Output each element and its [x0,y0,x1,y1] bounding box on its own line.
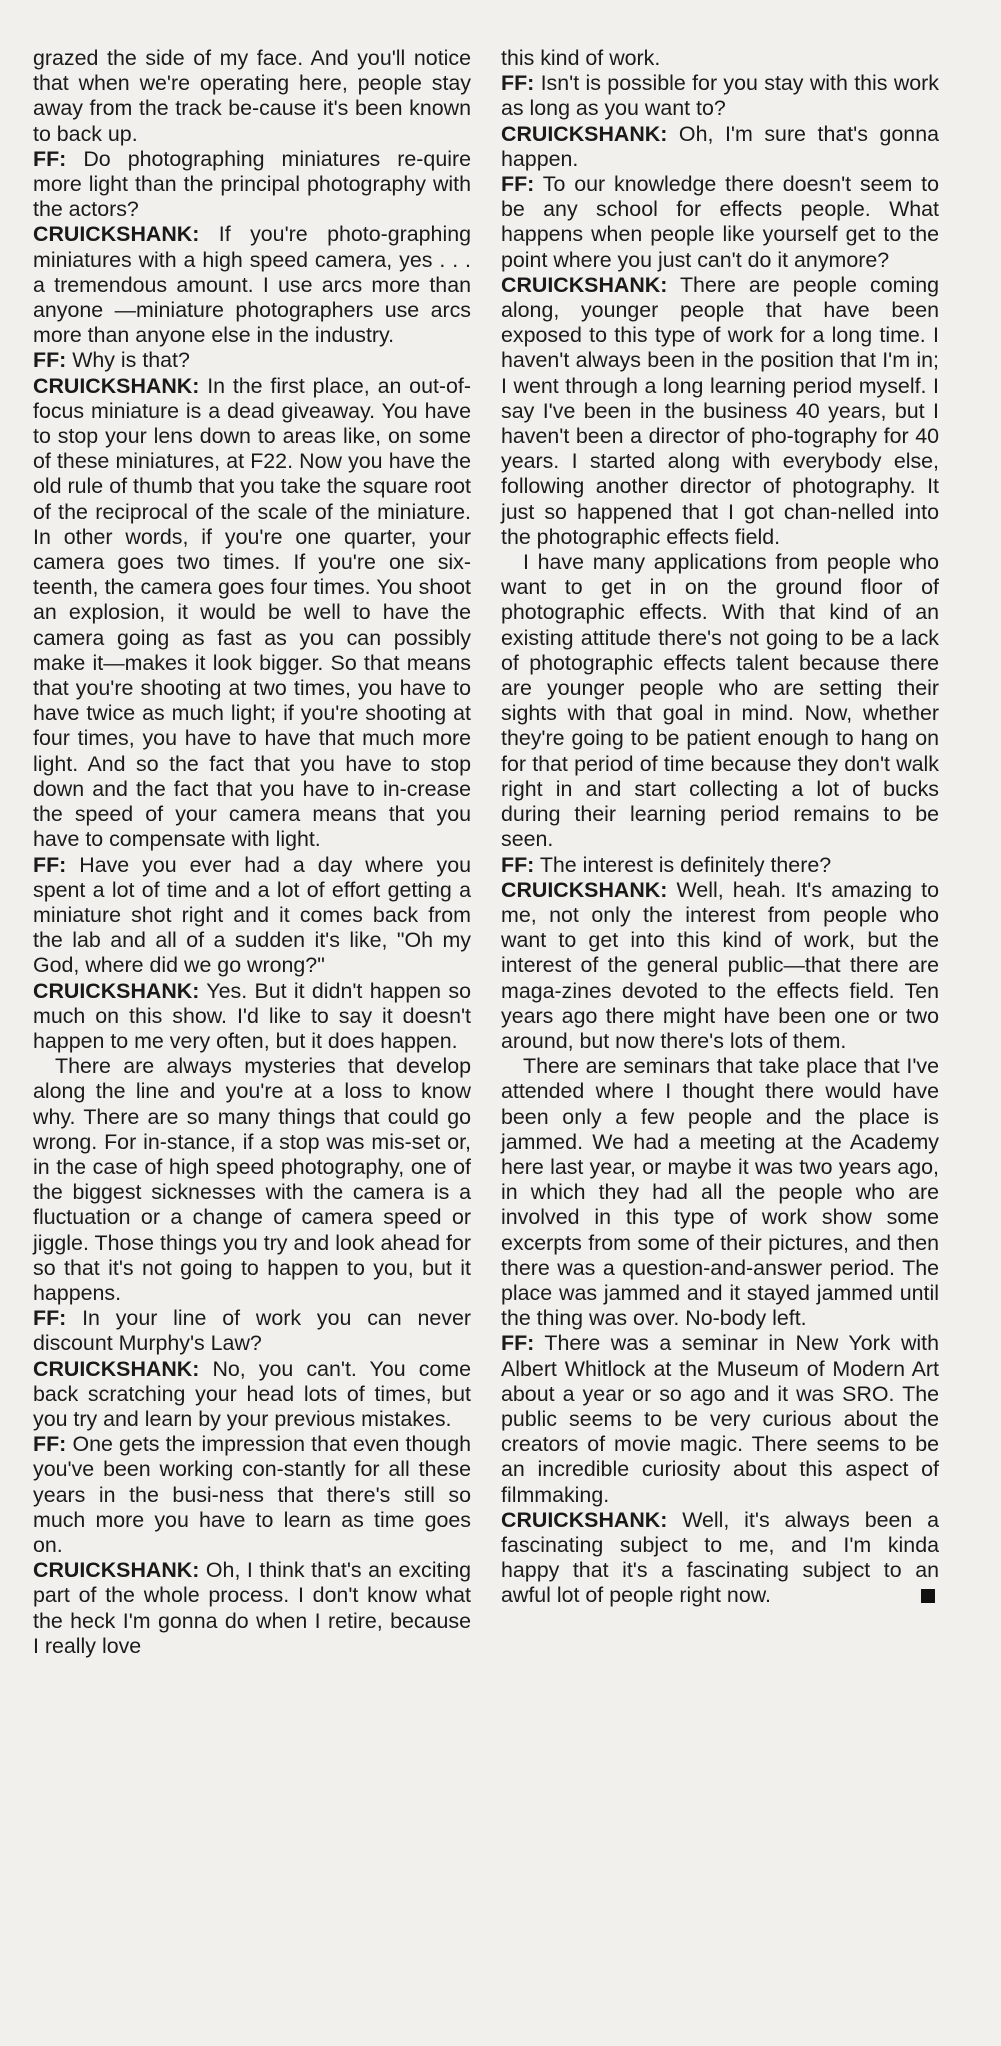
speaker-label: FF: [33,1306,67,1331]
paragraph [501,172,939,273]
speaker-label: CRUICKSHANK: [501,877,668,902]
paragraph-text: The interest is definitely there? [534,852,832,877]
right-column [501,46,939,2046]
paragraph-text: To our knowledge there doesn't seem to be any school for effects people. What happens when people like yourself get to the point where you just can't do it anymore? [501,172,939,272]
speaker-label: FF: [501,71,535,96]
paragraph [501,71,939,121]
speaker-label: FF: [33,146,67,171]
paragraph [501,550,939,852]
speaker-label: CRUICKSHANK: [33,1356,200,1381]
paragraph [33,1306,471,1356]
paragraph [33,1054,471,1306]
paragraph [501,46,939,71]
paragraph-text: One gets the impression that even though you've been working con-stantly for all these years in the busi-ness that there's still so much more you have to learn as time goes on. [33,1432,471,1557]
paragraph-text: There was a seminar in New York with Albert Whitlock at the Museum of Modern Art about a year or so ago and it was SRO. The public seems to be very curious about the creators of movie magic. There seems to be an incredible curiosity about this aspect of filmmaking. [501,1331,939,1507]
paragraph-text: Do photographing miniatures re-quire more light than the principal photography with the actors? [33,146,471,222]
paragraph-text: Oh, I think that's an exciting part of the whole process. I don't know what the heck I'm gonna do when I retire, because I really love [33,1558,471,1658]
paragraph [501,122,939,172]
paragraph-text: If you're photo-graphing miniatures with a high speed camera, yes . . . a tremendous amount. I use arcs more than anyone —miniature photographers use arcs more than anyone else in the industry. [33,222,471,348]
speaker-label: CRUICKSHANK: [501,272,668,297]
paragraph [33,1558,471,1659]
paragraph [501,1054,939,1331]
paragraph [501,878,939,1054]
paragraph [33,374,471,853]
paragraph-text: Oh, I'm sure that's gonna happen. [501,121,939,171]
paragraph-text: There are always mysteries that develop along the line and you're at a loss to know why. There are so many things that could go wrong. For in-stance, if a stop was mis-set or, in the case of high speed photography, one of the biggest sicknesses with the camera is a fluctuation or a change of camera speed or jiggle. Those things you try and look ahead for so that it's not going to happen to you, but it happens. [33,1054,471,1305]
speaker-label: CRUICKSHANK: [501,121,668,146]
paragraph-text: Isn't is possible for you stay with this work as long as you want to? [501,71,939,121]
paragraph-text: There are people coming along, younger people that have been exposed to this type of work for a long time. I haven't always been in the position that I'm in; I went through a long learning period myself. I say I've been in the business 40 years, but I haven't been a director of pho-tography for 40 years. I started along with everybody else, following another director of photography. It just so happened that I got chan-nelled into the photographic effects field. [501,272,939,549]
paragraph [33,1357,471,1433]
paragraph [501,1331,939,1507]
speaker-label: FF: [501,852,535,877]
paragraph-text: In the first place, an out-of-focus miniature is a dead giveaway. You have to stop your lens down to areas like, on some of these miniatures, at F22. Now you have the old rule of thumb that you take the square root of the reciprocal of the scale of the miniature. In other words, if you're one quarter, your camera goes two times. If you're one six-teenth, the camera goes four times. You shoot an explosion, it would be well to have the camera going as fast as you can possibly make it—makes it look bigger. So that means that you're shooting at two times, you have to have twice as much light; if you're shooting at four times, you have to have that much more light. And so the fact that you have to stop down and the fact that you have to in-crease the speed of your camera means that you have to compensate with light. [33,373,471,852]
paragraph-text: Well, heah. It's amazing to me, not only the interest from people who want to get into this kind of work, but the interest of the general public—that there are maga-zines devoted to the effects field. Ten years ago there might have been one or two around, but now there's lots of them. [501,877,939,1053]
speaker-label: FF: [33,1432,67,1457]
speaker-label: FF: [501,172,535,197]
speaker-label: FF: [33,348,67,373]
speaker-label: FF: [501,1331,535,1356]
paragraph-text: There are seminars that take place that I've attended where I thought there would have been only a few people and the place is jammed. We had a meeting at the Academy here last year, or maybe it was two years ago, in which they had all the people who are involved in this type of work show some excerpts from some of their pictures, and then there was a question-and-answer period. The place was jammed and it stayed jammed until the thing was over. No-body left. [501,1054,939,1331]
paragraph [33,348,471,373]
paragraph-text: Why is that? [66,348,190,373]
paragraph-text: Yes. But it didn't happen so much on this show. I'd like to say it doesn't happen to me very often, but it does happen. [33,978,471,1053]
paragraph-text: No, you can't. You come back scratching your head lots of times, but you try and learn by your previous mistakes. [33,1356,471,1431]
paragraph-text: Have you ever had a day where you spent a lot of time and a lot of effort getting a miniature shot right and it comes back from the lab and all of a sudden it's like, "Oh my God, where did we go wrong?" [33,852,471,978]
paragraph-text: In your line of work you can never discount Murphy's Law? [33,1306,471,1356]
paragraph [501,1508,939,1609]
paragraph-text: grazed the side of my face. And you'll notice that when we're operating here, people stay away from the track be-cause it's been known to back up. [33,46,471,146]
speaker-label: CRUICKSHANK: [33,1558,200,1583]
paragraph [33,1432,471,1558]
paragraph-text: I have many applications from people who want to get in on the ground floor of photographic effects. With that kind of an existing attitude there's not going to be a lack of photographic effects talent because there are younger people who are setting their sights with that goal in mind. Now, whether they're going to be patient enough to hang on for that period of time because they don't walk right in and start collecting a lot of bucks during their learning period remains to be seen. [501,550,939,852]
paragraph [33,147,471,223]
speaker-label: CRUICKSHANK: [501,1507,668,1532]
paragraph [501,853,939,878]
speaker-label: CRUICKSHANK: [33,373,200,398]
paragraph [33,222,471,348]
paragraph [33,46,471,147]
speaker-label: CRUICKSHANK: [33,978,200,1003]
paragraph [33,853,471,979]
speaker-label: CRUICKSHANK: [33,222,200,247]
paragraph [501,273,939,550]
paragraph-text: Well, it's always been a fascinating subject to me, and I'm kinda happy that it's a fascinating subject to an awful lot of people right now. [501,1507,939,1608]
paragraph-text: this kind of work. [501,46,661,70]
paragraph [33,979,471,1055]
left-column [33,46,471,2046]
end-of-article-mark [921,1589,935,1603]
speaker-label: FF: [33,852,67,877]
